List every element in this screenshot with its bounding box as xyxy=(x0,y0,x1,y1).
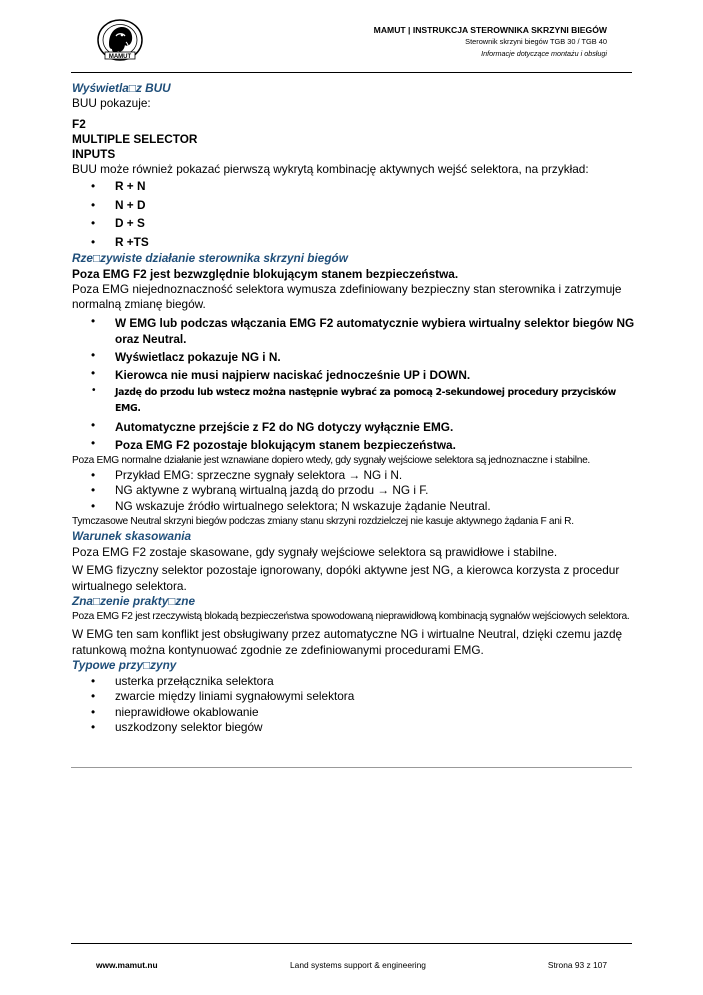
list-item: • Wyświetlacz pokazuje NG i N. xyxy=(72,347,638,365)
list-item: • Kierowca nie musi najpierw naciskać jednocześnie UP i DOWN. xyxy=(72,365,638,383)
paragraph: BUU pokazuje: xyxy=(72,96,151,111)
note-line: Tymczasowe Neutral skrzyni biegów podczas zmiany stanu skrzyni rozdzielczej nie kasuje aktywnego żądania F ani R. xyxy=(72,516,574,528)
note-line: Poza EMG F2 jest rzeczywistą blokadą bezpieczeństwa spowodowaną nieprawidłową kombinacją sygnałów wejściowych selektora. xyxy=(72,611,630,623)
section-heading-reset: Warunek skasowania xyxy=(72,529,192,544)
footer-tagline: Land systems support & engineering xyxy=(290,960,426,970)
svg-text:MAMUT: MAMUT xyxy=(108,54,132,60)
footer-divider xyxy=(71,943,632,944)
section-heading-operation: Rze□zywiste działanie sterownika skrzyni biegów xyxy=(72,251,348,266)
paragraph: Poza EMG F2 zostaje skasowane, gdy sygnały wejściowe selektora są prawidłowe i stabilne. xyxy=(72,544,558,559)
paragraph: Poza EMG niejednoznaczność selektora wymusza zdefiniowany bezpieczny stan sterownika i zatrzymuje normalną zmianę biegów. xyxy=(72,282,622,312)
note-line: Poza EMG normalne działanie jest wznawiane dopiero wtedy, gdy sygnały wejściowe selektora są jednoznaczne i stabilne. xyxy=(72,454,590,466)
document-section-note: Informacje dotyczące montażu i obsługi xyxy=(481,49,607,58)
list-item: • N + D xyxy=(72,196,638,215)
display-code-line: MULTIPLE SELECTOR xyxy=(72,131,198,146)
list-item: • nieprawidłowe okablowanie xyxy=(72,705,638,721)
display-code-line: INPUTS xyxy=(72,146,116,161)
list-item: • D + S xyxy=(72,214,638,233)
mamut-logo-icon xyxy=(96,18,144,62)
emg-behaviour-list xyxy=(72,313,638,453)
section-heading-buu: Wyświetla□z BUU xyxy=(72,81,171,95)
emg-example-list xyxy=(72,468,638,515)
selector-combination-list xyxy=(72,177,638,251)
section-heading-causes: Typowe przy□zyny xyxy=(72,658,177,673)
causes-list xyxy=(72,674,638,736)
list-item: • W EMG lub podczas włączania EMG F2 automatycznie wybiera wirtualny selektor biegów NG oraz Neutral. xyxy=(72,313,638,347)
document-subtitle: Sterownik skrzyni biegów TGB 30 / TGB 40 xyxy=(465,37,607,46)
page-content xyxy=(72,81,638,736)
paragraph: W EMG ten sam konflikt jest obsługiwany przez automatyczne NG i wirtualne Neutral, dzięki czemu jazdę ratunkową można kontynuować zgodnie ze zdefiniowanymi procedurami EMG. xyxy=(72,627,623,657)
list-item: • Poza EMG F2 pozostaje blokującym stanem bezpieczeństwa. xyxy=(72,435,638,453)
list-item: • NG aktywne z wybraną wirtualną jazdą do przodu → NG i F. xyxy=(72,483,638,499)
document-title: MAMUT | INSTRUKCJA STEROWNIKA SKRZYNI BIEGÓW xyxy=(373,25,607,35)
bold-statement: Poza EMG F2 jest bezwzględnie blokującym stanem bezpieczeństwa. xyxy=(72,266,459,281)
content-end-divider xyxy=(71,767,632,768)
paragraph: W EMG fizyczny selektor pozostaje ignorowany, dopóki aktywne jest NG, a kierowca korzysta z procedur wirtualnego selektora. xyxy=(72,563,620,593)
header-divider xyxy=(71,72,632,73)
list-item: • Jazdę do przodu lub wstecz można następnie wybrać za pomocą 2-sekundowej procedury przycisków EMG. xyxy=(72,383,638,417)
footer-page-number: Strona 93 z 107 xyxy=(547,960,607,970)
display-code-line: F2 xyxy=(72,116,86,131)
list-item: • uszkodzony selektor biegów xyxy=(72,720,638,736)
list-item: • usterka przełącznika selektora xyxy=(72,674,638,690)
list-item: • Przykład EMG: sprzeczne sygnały selektora → NG i N. xyxy=(72,468,638,484)
section-heading-meaning: Zna□zenie prakty□zne xyxy=(72,593,196,608)
footer-website: www.mamut.nu xyxy=(96,960,158,970)
list-item: • NG wskazuje źródło wirtualnego selektora; N wskazuje żądanie Neutral. xyxy=(72,499,638,515)
paragraph: BUU może również pokazać pierwszą wykrytą kombinację aktywnych wejść selektora, na przykład: xyxy=(72,161,589,176)
list-item: • R + N xyxy=(72,177,638,196)
page-header xyxy=(374,24,607,60)
list-item: • Automatyczne przejście z F2 do NG dotyczy wyłącznie EMG. xyxy=(72,417,638,435)
list-item: • R +TS xyxy=(72,233,638,252)
list-item: • zwarcie między liniami sygnałowymi selektora xyxy=(72,689,638,705)
